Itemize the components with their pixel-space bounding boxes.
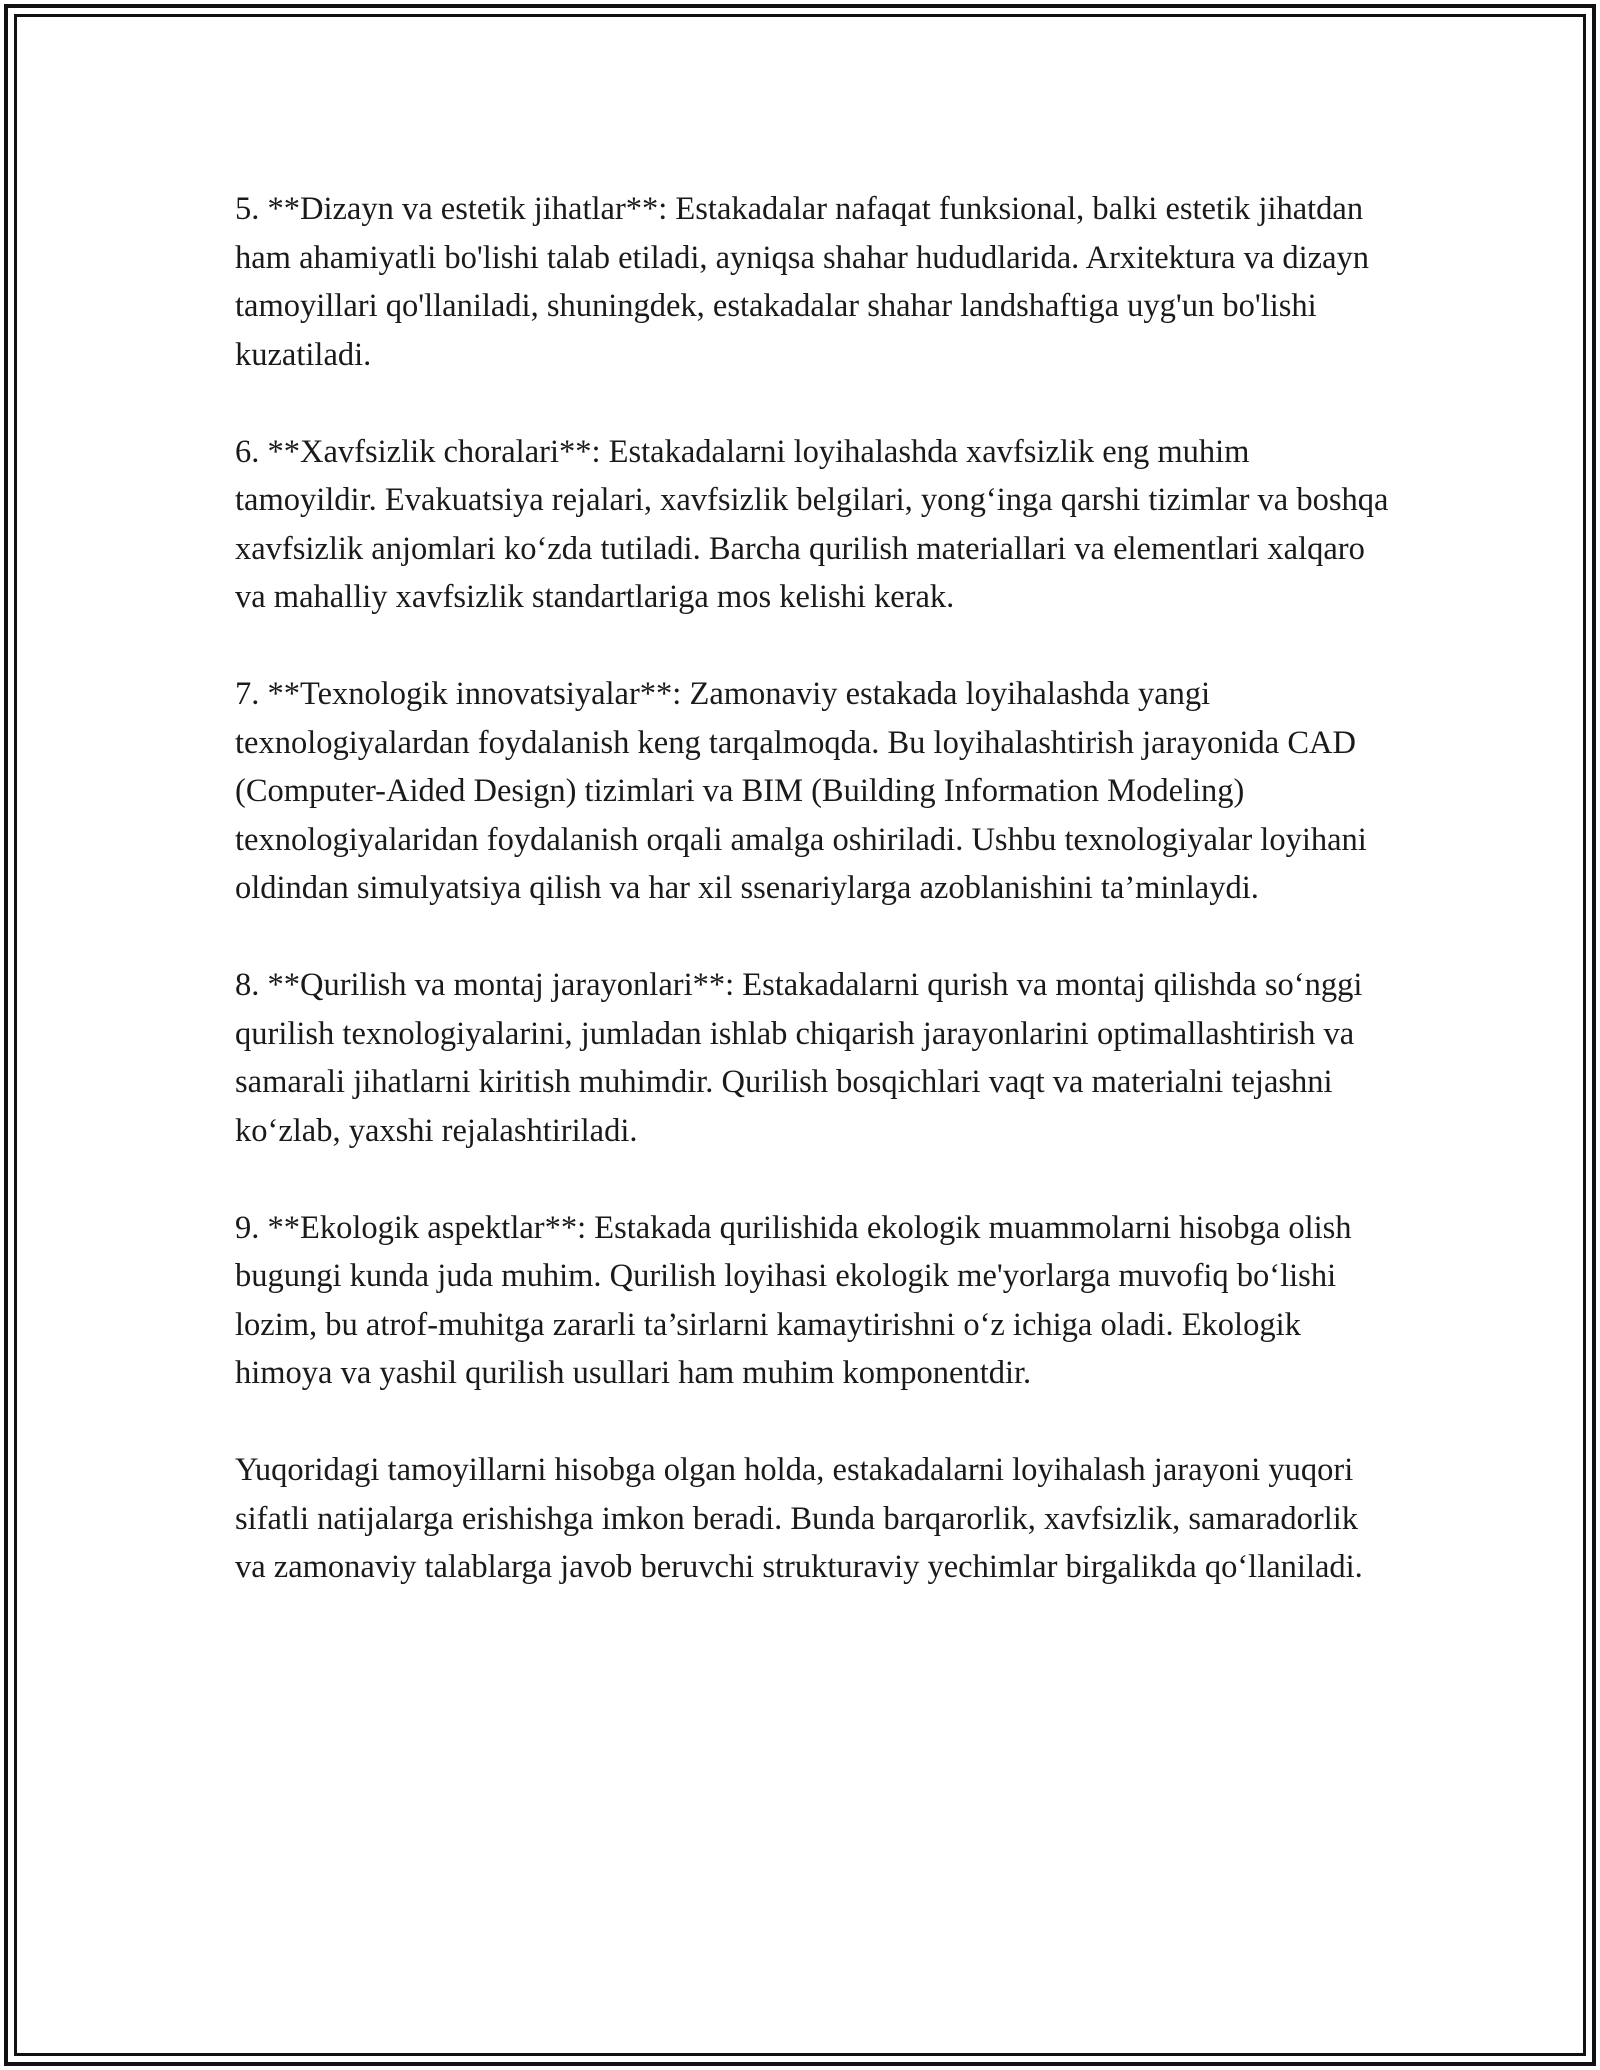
paragraph-construction-assembly: 8. **Qurilish va montaj jarayonlari**: Estakadalarni qurish va montaj qilishda so‘nggi qurilish texnologiyalarini, jumladan ishlab chiqarish jarayonlarini optimallashtirish va samarali jihatlarni kiritish muhimdir. Qurilish bosqichlari vaqt va materialni tejashni ko‘zlab, yaxshi rejalashtiriladi. bbox=[235, 967, 1363, 1149]
paragraph-conclusion: Yuqoridagi tamoyillarni hisobga olgan holda, estakadalarni loyihalash jarayoni yuqori sifatli natijalarga erishishga imkon beradi. Bunda barqarorlik, xavfsizlik, samaradorlik va zamonaviy talablarga javob beruvchi strukturaviy yechimlar birgalikda qo‘llaniladi. bbox=[235, 1452, 1363, 1585]
document-body bbox=[235, 185, 1390, 1640]
paragraph-tech-innovations: 7. **Texnologik innovatsiyalar**: Zamonaviy estakada loyihalashda yangi texnologiyalardan foydalanish keng tarqalmoqda. Bu loyihalashtirish jarayonida CAD (Computer-Aided Design) tizimlari va BIM (Building Information Modeling) texnologiyalaridan foydalanish orqali amalga oshiriladi. Ushbu texnologiyalar loyihani oldindan simulyatsiya qilish va har xil ssenariylarga azoblanishini ta’minlaydi. bbox=[235, 676, 1367, 906]
paragraph-ecological-aspects: 9. **Ekologik aspektlar**: Estakada qurilishida ekologik muammolarni hisobga olish bugungi kunda juda muhim. Qurilish loyihasi ekologik me'yorlarga muvofiq bo‘lishi lozim, bu atrof-muhitga zararli ta’sirlarni kamaytirishni o‘z ichiga oladi. Ekologik himoya va yashil qurilish usullari ham muhim komponentdir. bbox=[235, 1209, 1352, 1391]
paragraph-safety-measures: 6. **Xavfsizlik choralari**: Estakadalarni loyihalashda xavfsizlik eng muhim tamoyildir. Evakuatsiya rejalari, xavfsizlik belgilari, yong‘inga qarshi tizimlar va boshqa xavfsizlik anjomlari ko‘zda tutiladi. Barcha qurilish materiallari va elementlari xalqaro va mahalliy xavfsizlik standartlariga mos kelishi kerak. bbox=[235, 433, 1389, 615]
paragraph-design-aesthetics: 5. **Dizayn va estetik jihatlar**: Estakadalar nafaqat funksional, balki estetik jihatdan ham ahamiyatli bo'lishi talab etiladi, ayniqsa shahar hududlarida. Arxitektura va dizayn tamoyillari qo'llaniladi, shuningdek, estakadalar shahar landshaftiga uyg'un bo'lishi kuzatiladi. bbox=[235, 191, 1369, 373]
